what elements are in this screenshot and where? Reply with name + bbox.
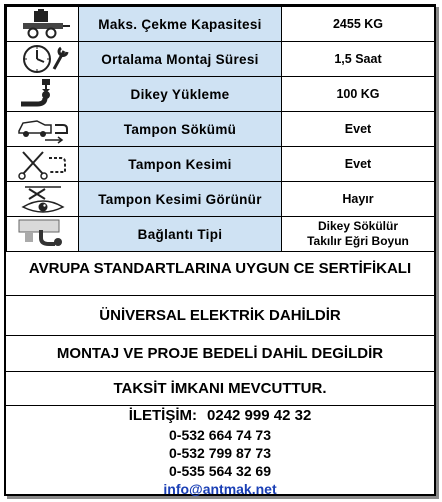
spec-row-vertical-load bbox=[7, 77, 435, 112]
install-cost-note: MONTAJ VE PROJE BEDELİ DAHİL DEGİLDİR bbox=[6, 336, 434, 372]
spec-label: Tampon Kesimi Görünür bbox=[79, 182, 282, 217]
spec-label: Ortalama Montaj Süresi bbox=[79, 42, 282, 77]
email-link[interactable]: info@antmak.net bbox=[163, 481, 277, 497]
mobile-number: 0-535 564 32 69 bbox=[169, 463, 271, 479]
contact-landline bbox=[6, 406, 434, 426]
spec-value: Evet bbox=[282, 112, 435, 147]
spec-value bbox=[282, 217, 435, 252]
clock-wrench-icon bbox=[7, 42, 79, 77]
contact-label: İLETİŞİM: bbox=[128, 407, 198, 424]
spec-label: Maks. Çekme Kapasitesi bbox=[79, 7, 282, 42]
mobile-number: 0-532 799 87 73 bbox=[169, 445, 271, 461]
spec-value: Evet bbox=[282, 147, 435, 182]
contact-block bbox=[6, 406, 434, 498]
mobile-number: 0-532 664 74 73 bbox=[169, 427, 271, 443]
spec-value: 100 KG bbox=[282, 77, 435, 112]
bumper-removal-icon bbox=[7, 112, 79, 147]
electric-note: ÜNİVERSAL ELEKTRİK DAHİLDİR bbox=[6, 296, 434, 336]
spec-label: Dikey Yükleme bbox=[79, 77, 282, 112]
spec-row-bumper-removal bbox=[7, 112, 435, 147]
bumper-cut-visible-icon bbox=[7, 182, 79, 217]
landline-number: 0242 999 42 32 bbox=[207, 407, 312, 424]
bumper-cut-icon bbox=[7, 147, 79, 182]
spec-label: Bağlantı Tipi bbox=[79, 217, 282, 252]
spec-value-line: Dikey Sökülür bbox=[317, 219, 399, 233]
installment-note: TAKSİT İMKANI MEVCUTTUR. bbox=[6, 372, 434, 406]
spec-card bbox=[4, 4, 436, 496]
weight-trailer-icon bbox=[7, 7, 79, 42]
spec-row-capacity bbox=[7, 7, 435, 42]
spec-table bbox=[6, 6, 435, 252]
spec-row-bumper-cut bbox=[7, 147, 435, 182]
vertical-load-icon bbox=[7, 77, 79, 112]
towbar-type-icon bbox=[7, 217, 79, 252]
spec-value-line: Takılır Eğri Boyun bbox=[307, 234, 409, 248]
spec-row-install-time bbox=[7, 42, 435, 77]
spec-value: Hayır bbox=[282, 182, 435, 217]
spec-label: Tampon Kesimi bbox=[79, 147, 282, 182]
spec-value: 1,5 Saat bbox=[282, 42, 435, 77]
certificate-note: AVRUPA STANDARTLARINA UYGUN CE SERTİFİKALI bbox=[6, 258, 434, 296]
spec-value: 2455 KG bbox=[282, 7, 435, 42]
spec-label: Tampon Sökümü bbox=[79, 112, 282, 147]
spec-row-bumper-cut-visible bbox=[7, 182, 435, 217]
spec-row-connection-type bbox=[7, 217, 435, 252]
